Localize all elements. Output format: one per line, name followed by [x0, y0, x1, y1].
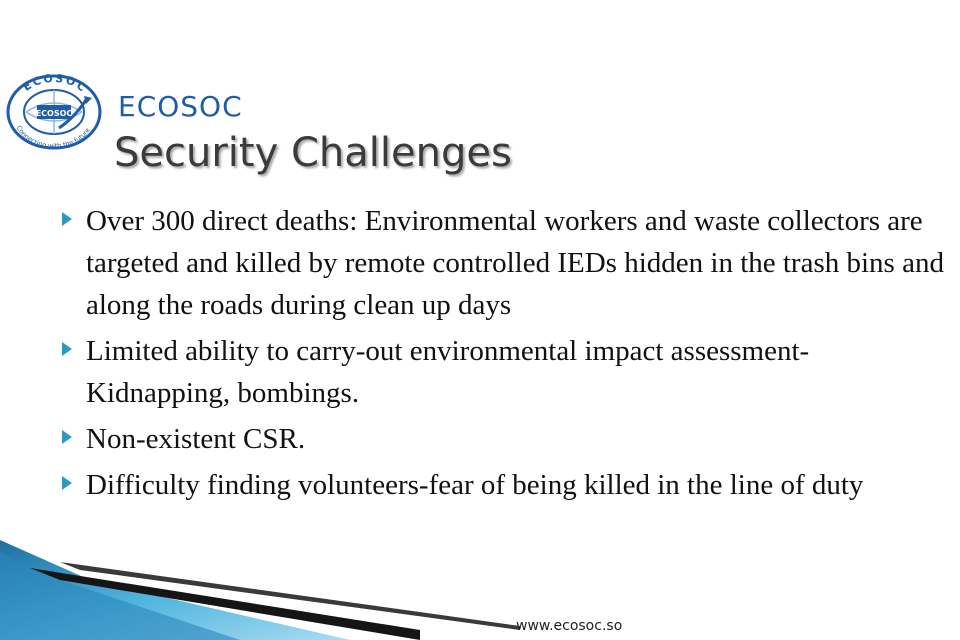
ecosoc-logo: [4, 70, 104, 150]
bullet-list: [62, 200, 952, 510]
org-name: ECOSOC: [118, 90, 243, 123]
triangle-bullet-icon: [62, 342, 72, 356]
bullet-text: Difficulty finding volunteers-fear of being killed in the line of duty: [86, 469, 864, 501]
footer-swoosh-decoration: [0, 540, 520, 640]
triangle-bullet-icon: [62, 430, 72, 444]
bullet-item: [62, 418, 952, 460]
bullet-item: [62, 330, 952, 414]
bullet-text: Non-existent CSR.: [86, 423, 306, 455]
triangle-bullet-icon: [62, 212, 72, 226]
triangle-bullet-icon: [62, 476, 72, 490]
footer-url: www.ecosoc.so: [516, 618, 623, 634]
slide-title: Security Challenges: [114, 130, 512, 176]
logo-top-text: ECOSOC: [20, 71, 90, 96]
bullet-item: [62, 200, 952, 326]
bullet-text: Limited ability to carry-out environmental impact assessment- Kidnapping, bombings.: [86, 335, 810, 409]
logo-center-text: ECOSOC: [35, 109, 73, 118]
logo-tagline: Connecting with the future: [14, 124, 92, 150]
bullet-text: Over 300 direct deaths: Environmental workers and waste collectors are targeted and killed by remote controlled IEDs hidden in the trash bins and along the roads during clean up days: [86, 205, 944, 321]
bullet-item: [62, 464, 952, 506]
